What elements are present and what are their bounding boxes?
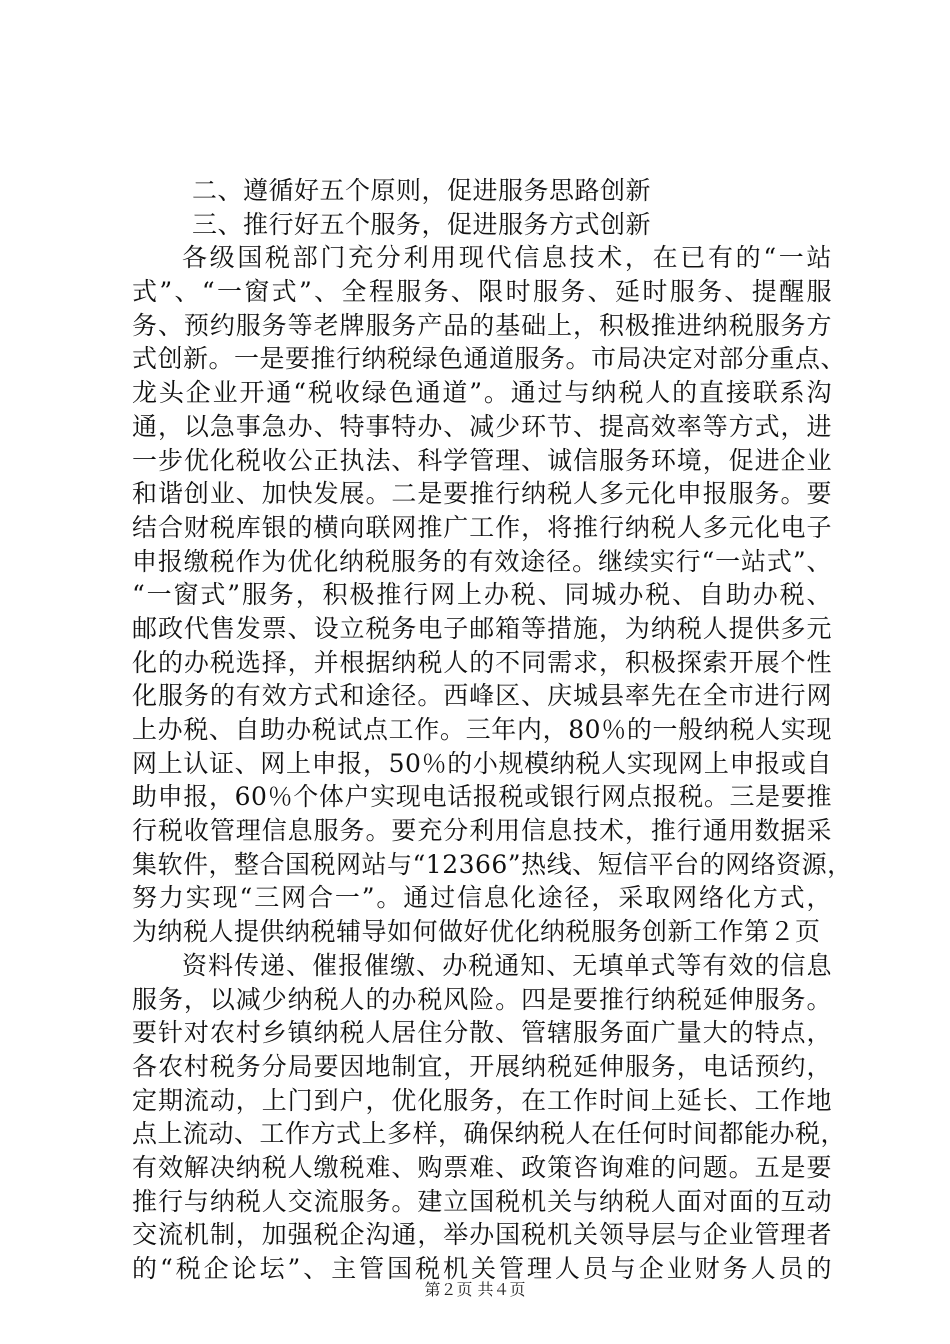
paragraph-line: 助申报，60％个体户实现电话报税或银行网点报税。三是要推 [132, 782, 832, 812]
paragraph-line: 推行与纳税人交流服务。建立国税机关与纳税人面对面的互动 [132, 1186, 832, 1216]
paragraph-line: 上办税、自助办税试点工作。三年内，80％的一般纳税人实现 [132, 715, 832, 744]
paragraph-extension-services [132, 949, 847, 1286]
page-number-footer: 第２页 共４页 [424, 1280, 526, 1299]
paragraph-line: 各农村税务分局要因地制宜，开展纳税延伸服务，电话预约， [132, 1051, 832, 1081]
paragraph-line: 式创新。一是要推行纳税绿色通道服务。市局决定对部分重点、 [132, 344, 847, 374]
paragraph-line: 为纳税人提供纳税辅导如何做好优化纳税服务创新工作第２页 [132, 917, 821, 947]
section-heading-2: 二、遵循好五个原则，促进服务思路创新 [192, 176, 652, 205]
paragraph-services [132, 241, 853, 948]
paragraph-line: 的“税企论坛”、主管国税机关管理人员与企业财务人员的 [132, 1254, 832, 1283]
paragraph-line: 一步优化税收公正执法、科学管理、诚信服务环境，促进企业 [132, 445, 832, 475]
paragraph-line: 点上流动、工作方式上多样，确保纳税人在任何时间都能办税， [132, 1119, 847, 1149]
paragraph-line: 各级国税部门充分利用现代信息技术，在已有的“一站 [182, 243, 832, 273]
paragraph-line: 务、预约服务等老牌服务产品的基础上，积极推进纳税服务方 [132, 310, 832, 340]
paragraph-line: 申报缴税作为优化纳税服务的有效途径。继续实行“一站式”、 [132, 546, 832, 576]
paragraph-line: 邮政代售发票、设立税务电子邮箱等措施，为纳税人提供多元 [132, 613, 832, 643]
paragraph-line: 龙头企业开通“税收绿色通道”。通过与纳税人的直接联系沟 [132, 378, 832, 408]
paragraph-line: 和谐创业、加快发展。二是要推行纳税人多元化申报服务。要 [132, 479, 832, 509]
paragraph-line: 通，以急事急办、特事特办、减少环节、提高效率等方式，进 [132, 411, 832, 441]
document-body [132, 174, 853, 1286]
paragraph-line: 定期流动，上门到户，优化服务，在工作时间上延长、工作地 [132, 1085, 832, 1115]
paragraph-line: 要针对农村乡镇纳税人居住分散、管辖服务面广量大的特点， [132, 1018, 832, 1048]
paragraph-line: 结合财税库银的横向联网推广工作，将推行纳税人多元化电子 [132, 512, 832, 542]
paragraph-line: 资料传递、催报催缴、办税通知、无填单式等有效的信息 [182, 950, 832, 980]
paragraph-line: 有效解决纳税人缴税难、购票难、政策咨询难的问题。五是要 [132, 1152, 832, 1182]
paragraph-line: 行税收管理信息服务。要充分利用信息技术，推行通用数据采 [132, 816, 832, 846]
paragraph-line: “一窗式”服务，积极推行网上办税、同城办税、自助办税、 [132, 580, 832, 610]
paragraph-line: 努力实现“三网合一”。通过信息化途径，采取网络化方式， [132, 883, 832, 913]
section-heading-3: 三、推行好五个服务，促进服务方式创新 [192, 209, 652, 239]
paragraph-line: 化服务的有效方式和途径。西峰区、庆城县率先在全市进行网 [132, 681, 832, 711]
paragraph-line: 式”、“一窗式”、全程服务、限时服务、延时服务、提醒服 [132, 277, 832, 307]
paragraph-line: 集软件，整合国税网站与“12366”热线、短信平台的网络资源， [132, 849, 853, 879]
paragraph-line: 服务，以减少纳税人的办税风险。四是要推行纳税延伸服务。 [132, 984, 832, 1014]
paragraph-line: 化的办税选择，并根据纳税人的不同需求，积极探索开展个性 [132, 647, 832, 677]
paragraph-line: 网上认证、网上申报，50％的小规模纳税人实现网上申报或自 [132, 748, 832, 778]
paragraph-line: 交流机制，加强税企沟通，举办国税机关领导层与企业管理者 [132, 1220, 832, 1250]
